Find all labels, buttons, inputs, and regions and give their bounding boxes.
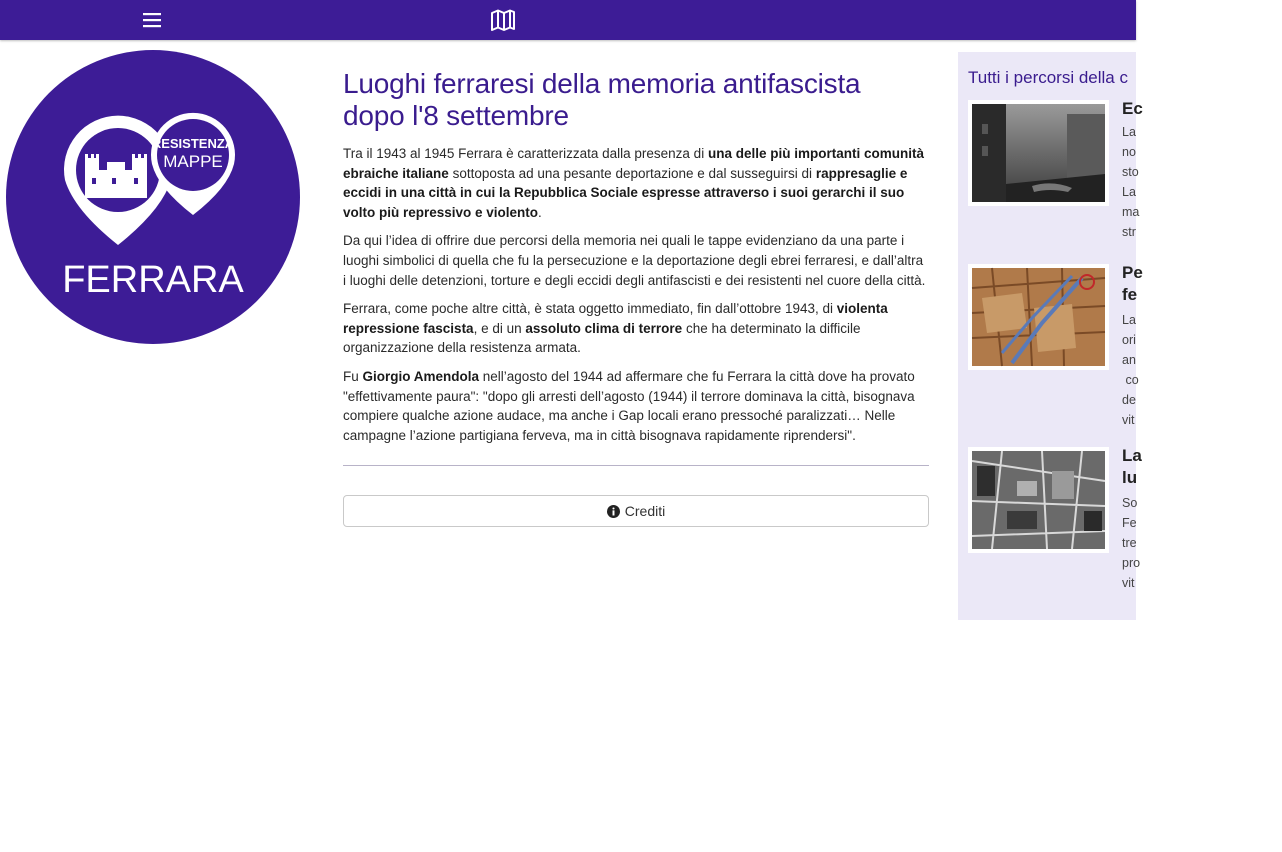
foggy-street-photo xyxy=(972,104,1105,202)
route-title: La lu xyxy=(1122,446,1142,487)
paragraph-3: Ferrara, come poche altre città, è stata oggetto immediato, fin dall’ottobre 1943, di violenta repressione fascista, e di un assoluto clima di terrore che ha determinato la difficile organizzazione della resistenza armata. xyxy=(343,301,888,356)
route-title: Pe fe xyxy=(1122,263,1143,304)
aerial-city-photo xyxy=(972,451,1105,549)
logo-badge-line1: RESISTENZA xyxy=(151,136,235,151)
top-navbar xyxy=(0,0,1136,40)
route-thumbnail xyxy=(968,100,1109,206)
route-excerpt: La no sto La ma str xyxy=(1122,125,1140,239)
logo-badge-line2: MAPPE xyxy=(163,152,223,171)
route-excerpt: So Fe tre pro vit xyxy=(1122,496,1141,590)
divider xyxy=(343,465,929,466)
hamburger-menu-button[interactable] xyxy=(139,7,165,33)
hamburger-icon xyxy=(139,7,165,33)
article xyxy=(343,68,929,527)
route-title: Ec xyxy=(1122,99,1143,118)
paragraph-2: Da qui l’idea di offrire due percorsi della memoria nei quali le tappe evidenziano da una parte i luoghi simbolici di quella che fu la persecuzione e la deportazione degli ebrei ferraresi, e dall’altra i luoghi delle detenzioni, torture e degli eccidi degli antifascisti e dei resistenti nel cuore della città. xyxy=(343,233,926,288)
sidebar-title: Tutti i percorsi della c xyxy=(968,68,1128,87)
paragraph-1: Tra il 1943 al 1945 Ferrara è caratterizzata dalla presenza di una delle più importanti comunità ebraiche italiane sottoposta ad una pesante deportazione e dal susseguirsi di rappresaglie e eccidi in una città in cui la Repubblica Sociale espresse attraverso i suoi gerarchi il suo volto più repressivo e violento. xyxy=(343,146,924,220)
route-thumbnail xyxy=(968,447,1109,553)
route-thumbnail xyxy=(968,264,1109,370)
logo-city-name: FERRARA xyxy=(62,259,244,301)
credits-label: Crediti xyxy=(624,503,666,520)
map-icon xyxy=(490,7,516,33)
page-title: Luoghi ferraresi della memoria antifascista dopo l'8 settembre xyxy=(343,68,861,131)
map-button[interactable] xyxy=(490,7,516,33)
info-circle-icon xyxy=(607,505,620,518)
credits-button[interactable] xyxy=(343,495,929,527)
paragraph-4: Fu Giorgio Amendola nell’agosto del 1944 ad affermare che fu Ferrara la città dove ha provato "effettivamente paura": "dopo gli arresti dell’agosto (1944) il terrore dominava la città, bisognava compiere qualche azione audace, ma anche i Gap locali erano pressoché paralizzati… Nelle campagne l’azione partigiana ferveva, ma in città bisognava rapidamente riprendersi". xyxy=(343,368,915,443)
old-city-map xyxy=(972,268,1105,366)
routes-sidebar xyxy=(958,52,1143,620)
resistenza-mappe-ferrara-logo[interactable] xyxy=(6,50,300,344)
route-excerpt: La ori an co de vit xyxy=(1122,313,1139,427)
